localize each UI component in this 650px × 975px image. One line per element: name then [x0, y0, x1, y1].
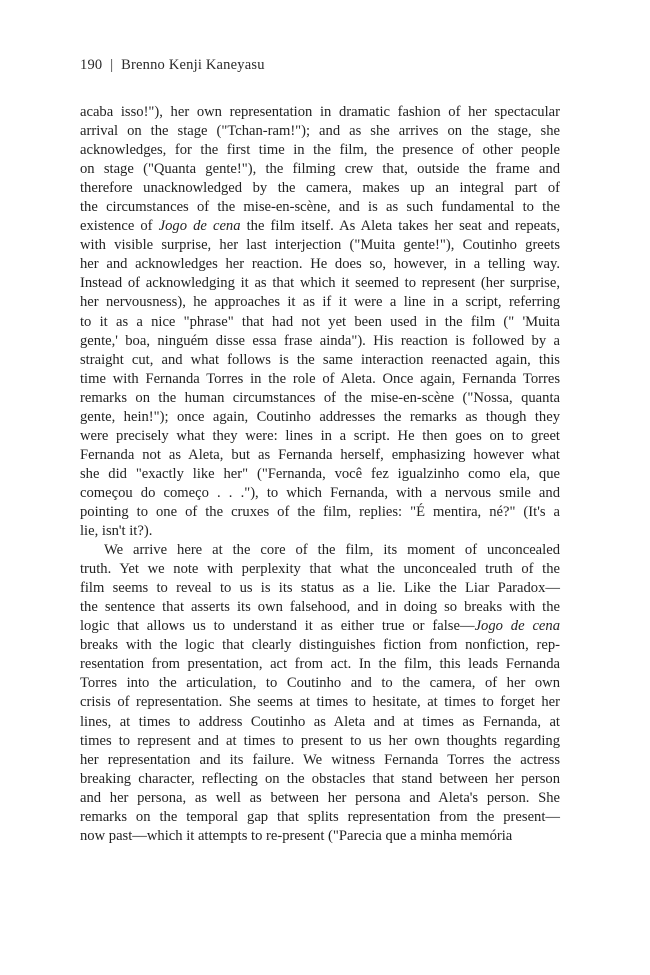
text-line: We arrive here at the core of the film, its moment of unconcealed: [104, 542, 560, 559]
text-line: her representation and its failure. We witness Fernanda Torres the actress: [80, 751, 560, 768]
text-line: the sentence that asserts its own falsehood, and in doing so breaks with the: [80, 599, 560, 616]
text-line: existence of Jogo de cena the film itself. As Aleta takes her seat and repeats,: [80, 218, 560, 235]
text-line: breaks with the logic that clearly distinguishes fiction from nonfiction, rep-: [80, 637, 560, 654]
text-line: straight cut, and what follows is the same interaction reenacted again, this: [80, 351, 560, 368]
text-line: logic that allows us to understand it as either true or false—Jogo de cena: [80, 618, 560, 635]
text-line: with visible surprise, her last interjection ("Muita gente!"), Coutinho greets: [80, 237, 560, 254]
text-line: now past—which it attempts to re-present ("Parecia que a minha memória: [80, 827, 513, 844]
running-header: [80, 57, 265, 74]
text-line: to it as a nice "phrase" that had not yet been used in the film (" 'Muita: [80, 313, 560, 330]
text-line: her nervousness), he approaches it as if it were a line in a script, referring: [80, 294, 560, 311]
author-name: Brenno Kenji Kaneyasu: [121, 57, 265, 73]
text-line: resentation from presentation, act from act. In the film, this leads Fernanda: [80, 656, 560, 673]
text-line: and her persona, as well as between her persona and Aleta's person. She: [80, 789, 560, 806]
text-line: on stage ("Quanta gente!"), the filming crew that, outside the frame and: [80, 161, 560, 178]
text-line: pointing to one of the cruxes of the film, replies: "É mentira, né?" (It's a: [80, 503, 560, 520]
text-line: gente,' boa, ninguém disse essa frase ainda"). His reaction is followed by a: [80, 332, 560, 349]
text-line: truth. Yet we note with perplexity that what the unconcealed truth of the: [80, 561, 560, 578]
film-title: Jogo de cena: [474, 618, 560, 635]
body-text: [80, 103, 560, 846]
text-line: lie, isn't it?).: [80, 523, 153, 540]
text-line: film seems to reveal to us is its status as a lie. Like the Liar Paradox—: [80, 580, 560, 597]
text-line: therefore unacknowledged by the camera, makes up an integral part of: [80, 180, 560, 197]
header-separator: |: [110, 57, 114, 73]
page-number: 190: [80, 57, 103, 73]
text-line: acaba isso!"), her own representation in dramatic fashion of her spectacular: [80, 104, 560, 120]
film-title: Jogo de cena: [158, 218, 241, 235]
text-line: the circumstances of the mise-en-scène, and is as such fundamental to the: [80, 199, 560, 216]
text-line: Torres into the articulation, to Coutinho and to the camera, of her own: [80, 675, 560, 692]
text-line: lines, at times to address Coutinho as Aleta and at times as Fernanda, at: [80, 713, 560, 730]
text-line: time with Fernanda Torres in the role of Aleta. Once again, Fernanda Torres: [80, 370, 560, 387]
text-line: remarks on the temporal gap that splits representation from the present—: [80, 808, 560, 825]
text-line: gente, hein!"); once again, Coutinho addresses the remarks as though they: [80, 408, 560, 425]
text-line: her and acknowledges her reaction. He does so, however, in a telling way.: [80, 256, 560, 273]
paragraph-2: [80, 541, 560, 846]
text-line: crisis of representation. She seems at times to hesitate, at times to forget her: [80, 694, 560, 711]
text-line: acknowledges, for the first time in the film, the presence of other people: [80, 142, 560, 159]
text-line: Instead of acknowledging it as that which it seemed to represent (her surprise,: [80, 275, 560, 292]
text-line: começou do começo . . ."), to which Fernanda, with a nervous smile and: [80, 484, 560, 501]
paragraph-1: [80, 103, 560, 541]
text-line: Fernanda not as Aleta, but as Fernanda herself, emphasizing however what: [80, 446, 560, 463]
text-line: remarks on the human circumstances of the mise-en-scène ("Nossa, quanta: [80, 389, 560, 406]
text-line: arrival on the stage ("Tchan-ram!"); and as she arrives on the stage, she: [80, 123, 560, 140]
text-line: times to represent and at times to present to us her own thoughts regarding: [80, 732, 560, 749]
text-line: were precisely what they were: lines in a script. He then goes on to greet: [80, 427, 560, 444]
text-line: breaking character, reflecting on the obstacles that stand between her person: [80, 770, 560, 787]
text-line: she did "exactly like her" ("Fernanda, você fez igualzinho como ela, que: [80, 465, 560, 482]
